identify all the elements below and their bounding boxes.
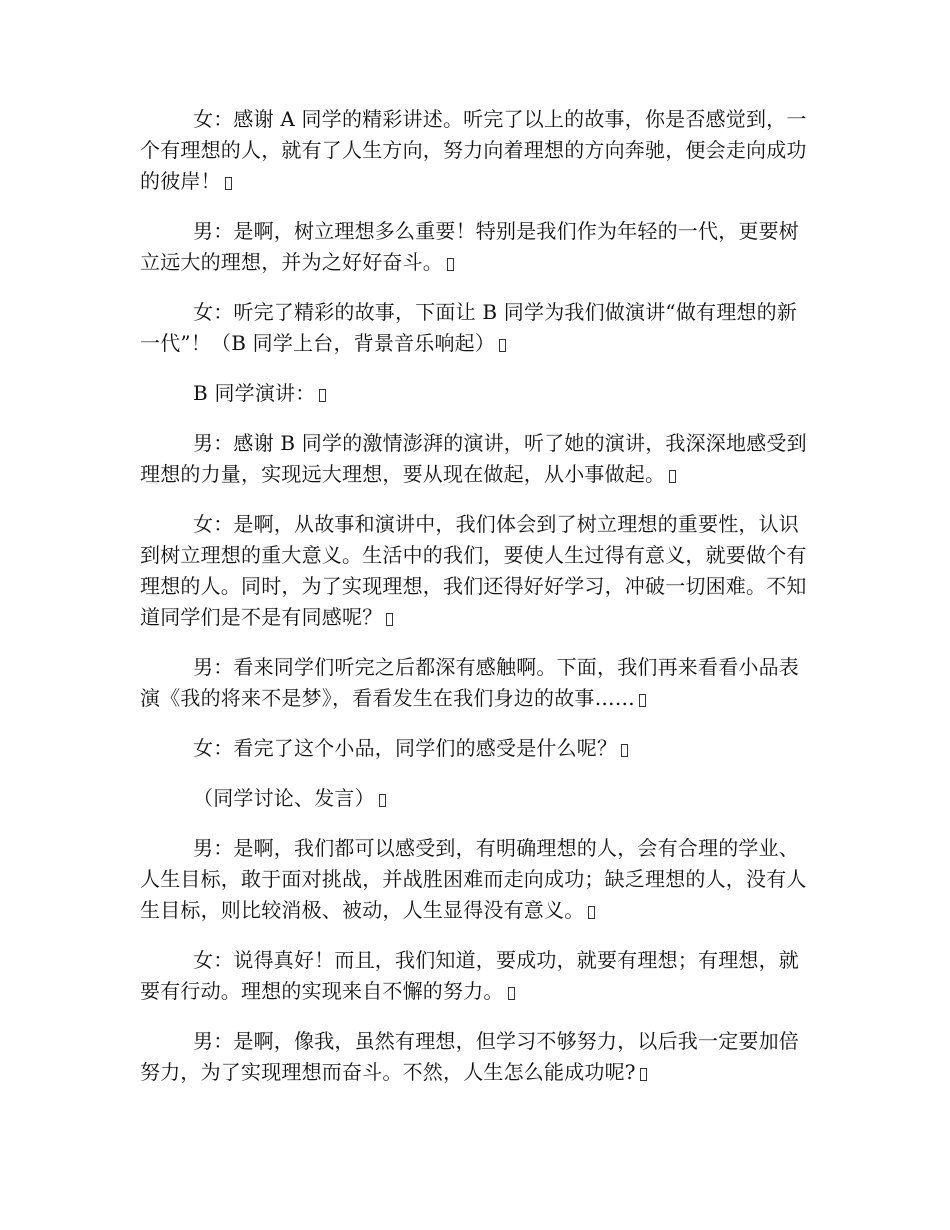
paragraph-6 (140, 509, 812, 633)
paragraph-mark-icon (588, 906, 595, 919)
document-body (140, 104, 812, 1107)
paragraph-4-text: B 同学演讲： (193, 381, 316, 405)
paragraph-mark-icon (379, 794, 386, 807)
paragraph-11-text: 女：说得真好！而且，我们知道，要成功，就要有理想；有理想，就要有行动。理想的实现来自不懈的努力。 (140, 948, 799, 1003)
paragraph-mark-icon (499, 339, 506, 352)
paragraph-5-text: 男：感谢 B 同学的激情澎湃的演讲，听了她的演讲，我深深地感受到理想的力量，实现远大理想，要从现在做起，从小事做起。 (140, 431, 807, 486)
paragraph-7 (140, 652, 812, 714)
paragraph-mark-icon (621, 744, 628, 757)
paragraph-5 (140, 428, 812, 490)
paragraph-mark-icon (640, 1068, 647, 1081)
paragraph-2-text: 男：是啊，树立理想多么重要！特别是我们作为年轻的一代，更要树立远大的理想，并为之好好奋斗。 (140, 219, 799, 274)
paragraph-2 (140, 216, 812, 278)
paragraph-1 (140, 104, 812, 197)
paragraph-3-text: 女：听完了精彩的故事，下面让 B 同学为我们做演讲“做有理想的新一代”！（B 同学上台，背景音乐响起） (140, 300, 798, 355)
paragraph-11 (140, 945, 812, 1007)
paragraph-6-text: 女：是啊，从故事和演讲中，我们体会到了树立理想的重要性，认识到树立理想的重大意义。生活中的我们，要使人生过得有意义，就要做个有理想的人。同时，为了实现理想，我们还得好好学习，冲破一切困难。不知道同学们是不是有同感呢？ (140, 512, 807, 629)
paragraph-12 (140, 1026, 812, 1088)
paragraph-7-text: 男：看来同学们听完之后都深有感触啊。下面，我们再来看看小品表演《我的将来不是梦》，看看发生在我们身边的故事…… (140, 655, 799, 710)
paragraph-mark-icon (225, 177, 232, 190)
paragraph-1-text: 女：感谢 A 同学的精彩讲述。听完了以上的故事，你是否感觉到，一个有理想的人，就有了人生方向，努力向着理想的方向奔驰，便会走向成功的彼岸！ (140, 107, 807, 193)
paragraph-8-text: 女：看完了这个小品，同学们的感受是什么呢？ (193, 736, 618, 760)
paragraph-mark-icon (319, 389, 326, 402)
paragraph-mark-icon (669, 470, 676, 483)
paragraph-mark-icon (639, 694, 646, 707)
paragraph-mark-icon (386, 613, 393, 626)
paragraph-4 (140, 378, 812, 409)
paragraph-10-text: 男：是啊，我们都可以感受到，有明确理想的人，会有合理的学业、人生目标，敢于面对挑战，并战胜困难而走向成功；缺乏理想的人，没有人生目标，则比较消极、被动，人生显得没有意义。 (140, 836, 807, 922)
paragraph-10 (140, 833, 812, 926)
paragraph-12-text: 男：是啊，像我，虽然有理想，但学习不够努力，以后我一定要加倍努力，为了实现理想而奋斗。不然，人生怎么能成功呢? (140, 1029, 799, 1084)
paragraph-3 (140, 297, 812, 359)
paragraph-mark-icon (447, 258, 454, 271)
paragraph-mark-icon (508, 987, 515, 1000)
paragraph-9-text: （同学讨论、发言） (193, 786, 375, 810)
paragraph-9 (140, 783, 812, 814)
paragraph-8 (140, 733, 812, 764)
